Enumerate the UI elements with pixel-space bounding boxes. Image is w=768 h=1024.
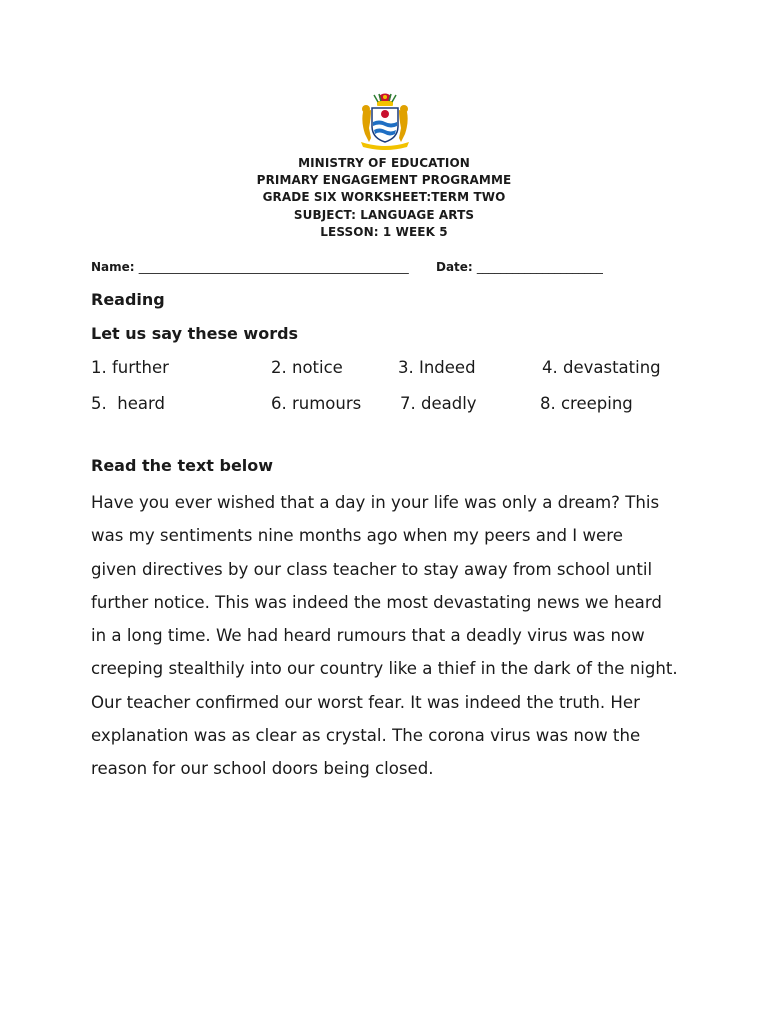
passage-line: reason for our school doors being closed. <box>91 759 434 779</box>
programme-title: PRIMARY ENGAGEMENT PROGRAMME <box>256 173 512 188</box>
word-item: 2. notice <box>271 358 343 377</box>
word-item: 6. rumours <box>271 394 362 413</box>
date-field <box>436 260 603 274</box>
date-label: Date: <box>436 260 473 274</box>
passage-line: Have you ever wished that a day in your life was only a dream? This <box>91 493 660 512</box>
name-label: Name: <box>91 260 135 274</box>
word-item: 5. heard <box>91 394 165 413</box>
word-item: 3. Indeed <box>398 358 476 377</box>
passage-line: creeping stealthily into our country like a thief in the dark of the night. <box>91 659 678 679</box>
word-item: 7. deadly <box>400 394 477 413</box>
worksheet-header <box>0 155 768 241</box>
passage-line: given directives by our class teacher to stay away from school until <box>91 559 653 579</box>
read-text-heading: Read the text below <box>91 456 274 475</box>
name-line[interactable]: _____________________________________________ <box>138 260 409 274</box>
lesson-title: LESSON: 1 WEEK 5 <box>320 224 448 239</box>
word-item: 4. devastating <box>542 358 661 377</box>
date-line[interactable]: _____________________ <box>476 260 603 274</box>
passage-line: explanation was as clear as crystal. The corona virus was now the <box>91 726 641 746</box>
word-item: 1. further <box>91 358 169 377</box>
ministry-title: MINISTRY OF EDUCATION <box>298 156 470 170</box>
word-item: 8. creeping <box>540 394 633 413</box>
passage-line: was my sentiments nine months ago when my peers and I were <box>91 526 623 546</box>
say-words-heading: Let us say these words <box>91 324 299 343</box>
passage-line: in a long time. We had heard rumours that a deadly virus was now <box>91 626 645 646</box>
coat-of-arms-icon <box>357 92 413 150</box>
subject-title: SUBJECT: LANGUAGE ARTS <box>293 207 475 222</box>
passage-line: Our teacher confirmed our worst fear. It was indeed the truth. Her <box>91 692 640 712</box>
student-fields <box>91 260 691 274</box>
reading-heading: Reading <box>91 290 165 309</box>
reading-passage <box>91 486 691 786</box>
passage-line: further notice. This was indeed the most devastating news we heard <box>91 592 662 612</box>
worksheet-title: GRADE SIX WORKSHEET:TERM TWO <box>262 190 506 205</box>
